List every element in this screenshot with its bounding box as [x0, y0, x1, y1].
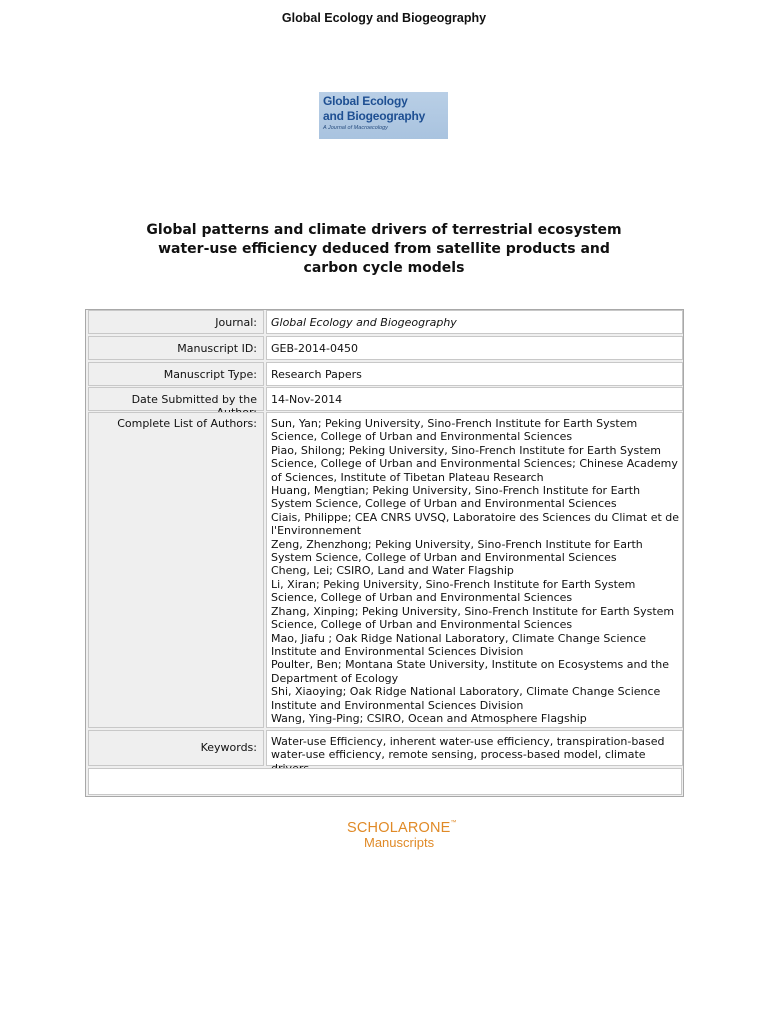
manuscript-id-value: GEB-2014-0450	[266, 336, 683, 360]
author-line: Science, College of Urban and Environmental Sciences	[271, 591, 573, 605]
scholarone-logo	[347, 820, 467, 850]
authors-list	[266, 412, 683, 728]
paper-title	[0, 221, 768, 278]
journal-value: Global Ecology and Biogeography	[266, 310, 683, 334]
keywords-value	[266, 730, 683, 766]
author-line: Science, College of Urban and Environmental Sciences	[271, 430, 573, 444]
author-line: Science, College of Urban and Environmental Sciences; Chinese Academy	[271, 457, 678, 471]
journal-row	[86, 310, 683, 334]
author-line: Poulter, Ben; Montana State University, Institute on Ecosystems and the	[271, 658, 669, 672]
author-line: Zeng, Zhenzhong; Peking University, Sino-French Institute for Earth	[271, 537, 643, 551]
keywords-label: Keywords:	[88, 730, 264, 766]
author-line: Wang, Ying-Ping; CSIRO, Ocean and Atmosphere Flagship	[271, 711, 587, 725]
metadata-table	[85, 309, 684, 797]
author-line: Zhang, Xinping; Peking University, Sino-French Institute for Earth System	[271, 604, 675, 618]
author-line: Piao, Shilong; Peking University, Sino-French Institute for Earth System	[271, 443, 662, 457]
author-line: Shi, Xiaoying; Oak Ridge National Laboratory, Climate Change Science	[271, 685, 661, 699]
keywords-line-2: water-use efficiency, remote sensing, process-based model, climate	[271, 748, 646, 762]
journal-logo	[319, 92, 448, 139]
author-line: System Science, College of Urban and Environmental Sciences	[271, 551, 617, 565]
manuscripts-wordmark: Manuscripts	[364, 835, 435, 850]
manuscript-type-row	[86, 362, 683, 386]
author-line: of Sciences, Institute of Tibetan Plateau Research	[271, 470, 544, 484]
logo-line-1: Global Ecology	[323, 94, 408, 108]
authors-row	[86, 412, 683, 728]
journal-label: Journal:	[88, 310, 264, 334]
author-line: Cheng, Lei; CSIRO, Land and Water Flagship	[271, 564, 514, 578]
author-line: Ciais, Philippe; CEA CNRS UVSQ, Laboratoire des Sciences du Climat et de	[271, 510, 680, 524]
scholarone-wordmark: SCHOLARONE	[347, 820, 451, 836]
date-submitted-value: 14-Nov-2014	[266, 387, 683, 411]
date-submitted-label: Date Submitted by the	[88, 387, 264, 411]
author-line: Science, College of Urban and Environmental Sciences	[271, 618, 573, 632]
logo-tagline: A Journal of Macroecology	[323, 125, 388, 131]
trademark-symbol: ™	[450, 820, 457, 826]
date-submitted-row	[86, 387, 683, 411]
author-line: Institute and Environmental Sciences Division	[271, 644, 524, 658]
keywords-line-1: Water-use Efficiency, inherent water-use efficiency, transpiration-based	[271, 735, 665, 748]
manuscript-type-value: Research Papers	[266, 362, 683, 386]
author-line: Mao, Jiafu ; Oak Ridge National Laboratory, Climate Change Science	[271, 631, 647, 645]
title-line-2: water-use efficiency deduced from satellite products and	[158, 241, 610, 257]
author-line: Li, Xiran; Peking University, Sino-French Institute for Earth System	[271, 577, 636, 591]
title-line-3: carbon cycle models	[303, 260, 465, 276]
empty-row	[88, 768, 682, 795]
author-line: Department of Ecology	[271, 671, 399, 685]
authors-label: Complete List of Authors:	[88, 412, 264, 728]
journal-header: Global Ecology and Biogeography	[281, 11, 487, 25]
author-line: Institute and Environmental Sciences Division	[271, 698, 524, 712]
title-line-1: Global patterns and climate drivers of terrestrial ecosystem	[146, 222, 622, 238]
logo-line-2: and Biogeography	[323, 109, 426, 123]
manuscript-type-label: Manuscript Type:	[88, 362, 264, 386]
manuscript-id-row	[86, 336, 683, 360]
author-line: System Science, College of Urban and Environmental Sciences	[271, 497, 617, 511]
manuscript-id-label: Manuscript ID:	[88, 336, 264, 360]
author-line: Sun, Yan; Peking University, Sino-French Institute for Earth System	[271, 417, 638, 430]
author-line: Huang, Mengtian; Peking University, Sino-French Institute for Earth	[271, 484, 641, 498]
keywords-row	[86, 730, 683, 766]
author-line: l'Environnement	[271, 524, 362, 538]
